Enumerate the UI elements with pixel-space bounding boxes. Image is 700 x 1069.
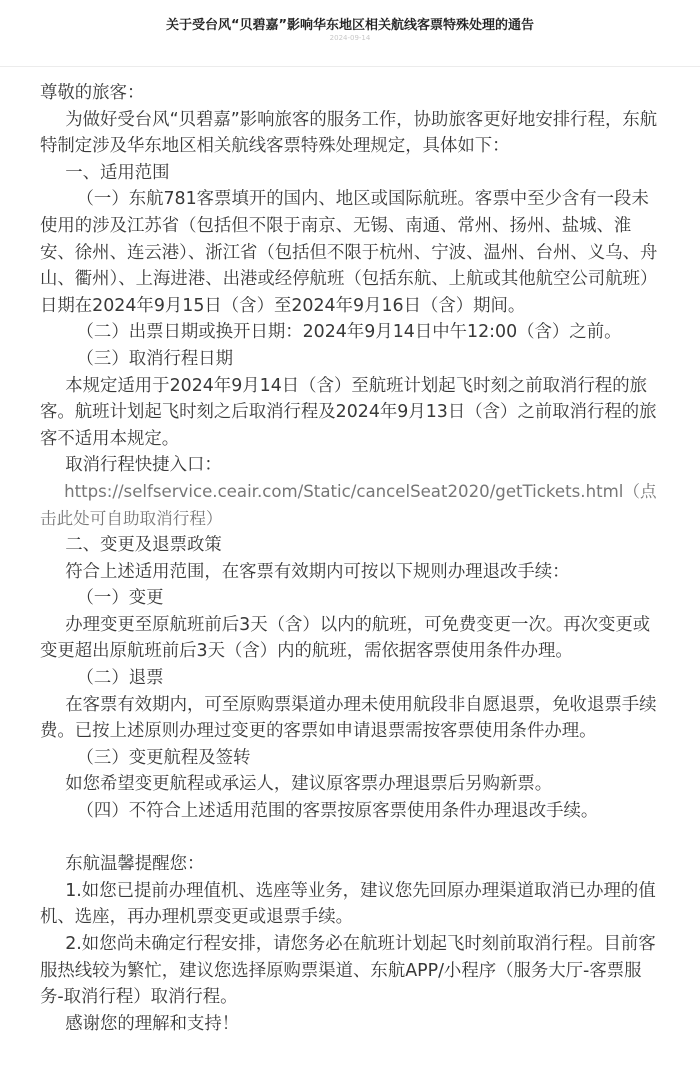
reroute-text: 如您希望变更航程或承运人，建议原客票办理退票后另购新票。 xyxy=(65,774,553,795)
section-1-item-2: （二）出票日期或换开日期：2024年9月14日中午12:00（含）之前。 xyxy=(76,322,622,343)
thanks-text: 感谢您的理解和支持！ xyxy=(65,1013,240,1034)
section-1-item-3: （三）取消行程日期 xyxy=(76,348,234,369)
reroute-heading: （三）变更航程及签转 xyxy=(76,747,251,768)
reminder-heading: 东航温馨提醒您： xyxy=(65,854,205,875)
article-header xyxy=(0,0,700,67)
non-applicable-note: （四）不符合上述适用范围的客票按原客票使用条件办理退改手续。 xyxy=(76,801,599,822)
section-1-heading: 一、适用范围 xyxy=(65,162,170,183)
cancel-shortcut-label: 取消行程快捷入口： xyxy=(65,455,222,476)
reminder-item-1: 1.如您已提前办理值机、选座等业务，建议您先回原办理渠道取消已办理的值机、选座，再办理机票变更或退票手续。 xyxy=(40,880,656,928)
refund-heading: （二）退票 xyxy=(76,668,164,689)
section-2-heading: 二、变更及退票政策 xyxy=(65,535,222,556)
article-title: 关于受台风“贝碧嘉”影响华东地区相关航线客票特殊处理的通告 xyxy=(165,18,535,33)
change-text: 办理变更至原航班前后3天（含）以内的航班，可免费变更一次。再次变更或变更超出原航班前后3天（含）内的航班，需依据客票使用条件办理。 xyxy=(40,614,651,662)
article-body xyxy=(40,80,665,1037)
refund-text: 在客票有效期内，可至原购票渠道办理未使用航段非自愿退票，免收退票手续费。已按上述原则办理过变更的客票如申请退票需按客票使用条件办理。 xyxy=(40,694,657,742)
section-1-item-3-text: 本规定适用于2024年9月14日（含）至航班计划起飞时刻之前取消行程的旅客。航班计划起飞时刻之后取消行程及2024年9月13日（含）之前取消行程的旅客不适用本规定。 xyxy=(40,375,657,449)
section-2-intro: 符合上述适用范围，在客票有效期内可按以下规则办理退改手续： xyxy=(65,561,570,582)
salutation: 尊敬的旅客： xyxy=(40,83,145,103)
change-heading: （一）变更 xyxy=(76,588,164,609)
intro-paragraph: 为做好受台风“贝碧嘉”影响旅客的服务工作，协助旅客更好地安排行程，东航特制定涉及华东地区相关航线客票特殊处理规定，具体如下： xyxy=(40,109,658,157)
section-1-item-1: （一）东航781客票填开的国内、地区或国际航班。客票中至少含有一段未使用的涉及江苏省（包括但不限于南京、无锡、南通、常州、扬州、盐城、淮安、徐州、连云港）、浙江省（包括但不限于杭州、宁波、温州、台州、义乌、舟山、衢州）、上海进港、出港或经停航班（包括东航、上航或其他航空公司航班）日期在2024年9月15日（含）至2024年9月16日（含）期间。 xyxy=(40,189,658,316)
spacer xyxy=(40,825,665,852)
cancel-shortcut-link[interactable]: https://selfservice.ceair.com/Static/cancelSeat2020/getTickets.html（点击此处可自助取消行程） xyxy=(40,481,657,528)
publish-date: 2024-09-14 xyxy=(329,34,371,42)
reminder-item-2: 2.如您尚未确定行程安排，请您务必在航班计划起飞时刻前取消行程。目前客服热线较为繁忙，建议您选择原购票渠道、东航APP/小程序（服务大厅-客票服务-取消行程）取消行程。 xyxy=(40,934,656,1008)
